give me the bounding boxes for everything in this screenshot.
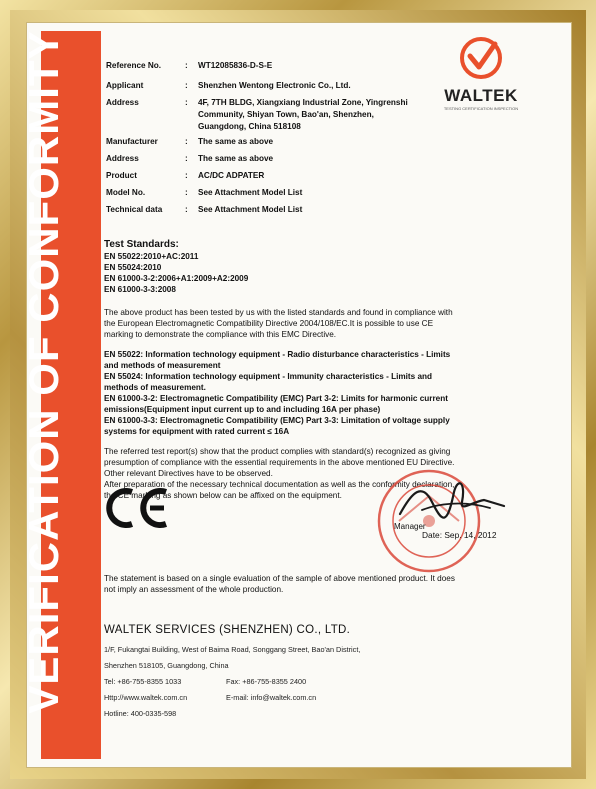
field-value-product: AC/DC ADPATER [198, 171, 265, 180]
field-colon: : [185, 205, 188, 214]
field-value-technical: See Attachment Model List [198, 205, 303, 214]
field-colon: : [185, 171, 188, 180]
test-standard-item: EN 55024:2010 [104, 263, 162, 272]
footer-tel: Tel: +86-755-8355 1033 [104, 677, 182, 686]
footer-hotline: Hotline: 400-0335-598 [104, 709, 177, 718]
test-standards-heading: Test Standards: [104, 239, 179, 250]
standard-description-line: EN 61000-3-3: Electromagnetic Compatibility (EMC) Part 3-3: Limitation of voltage supply [104, 416, 450, 425]
field-label-applicant: Applicant [106, 81, 144, 90]
field-value-address-line2: Community, Shiyan Town, Bao'an, Shenzhen, [198, 110, 374, 119]
footer-address-line2: Shenzhen 518105, Guangdong, China [104, 661, 229, 670]
field-value-address-line3: Guangdong, China 518108 [198, 122, 301, 131]
field-label-product: Product [106, 171, 137, 180]
field-label-technical: Technical data [106, 205, 163, 214]
statement-line: the CE marking as shown below can be affixed on the equipment. [104, 491, 342, 500]
statement-line: Other relevant Directives have to be observed. [104, 469, 273, 478]
waltek-check-icon [459, 36, 503, 80]
statement-line: the European Electromagnetic Compatibility Directive 2004/108/EC.It is possible to use CE [104, 319, 434, 328]
field-label-reference: Reference No. [106, 61, 162, 70]
test-standard-item: EN 55022:2010+AC:2011 [104, 252, 199, 261]
statement-line: The above product has been tested by us with the listed standards and found in compliance with [104, 308, 453, 317]
standard-description-line: EN 55022: Information technology equipment - Radio disturbance characteristics - Limits [104, 350, 451, 359]
statement-line: The statement is based on a single evaluation of the sample of above mentioned product. It does [104, 574, 455, 583]
standard-description-line: EN 61000-3-2: Electromagnetic Compatibility (EMC) Part 3-2: Limits for harmonic current [104, 394, 448, 403]
logo-name: WALTEK [444, 86, 518, 105]
field-colon: : [185, 98, 188, 107]
field-colon: : [185, 137, 188, 146]
field-value-address2: The same as above [198, 154, 274, 163]
manager-signature-block [394, 522, 497, 540]
field-value-model: See Attachment Model List [198, 188, 303, 197]
standard-description-line: systems for equipment with rated current ≤ 16A [104, 427, 290, 436]
footer-fax: Fax: +86-755-8355 2400 [226, 677, 307, 686]
field-colon: : [185, 154, 188, 163]
standard-description-line: EN 55024: Information technology equipment - Immunity characteristics - Limits and [104, 372, 433, 381]
field-label-address: Address [106, 98, 139, 107]
field-value-manufacturer: The same as above [198, 137, 274, 146]
manager-label: Manager [394, 522, 426, 531]
field-colon: : [185, 61, 188, 70]
statement-line: The referred test report(s) show that the product complies with standard(s) recognized as giving [104, 447, 451, 456]
footer-company: WALTEK SERVICES (SHENZHEN) CO., LTD. [104, 624, 351, 636]
test-standard-item: EN 61000-3-3:2008 [104, 285, 176, 294]
certificate-date: Date: Sep. 14, 2012 [422, 530, 497, 540]
field-colon: : [185, 188, 188, 197]
statement-line: marking to demonstrate the compliance with this EMC Directive. [104, 330, 337, 339]
footer-website: Http://www.waltek.com.cn [104, 693, 188, 702]
waltek-logo [436, 36, 526, 111]
statement-line: After preparation of the necessary technical documentation as well as the conformity declaration, [104, 480, 455, 489]
statement-line: not imply an assessment of the whole production. [104, 585, 284, 594]
test-standard-item: EN 61000-3-2:2006+A1:2009+A2:2009 [104, 274, 249, 283]
standard-description-line: emissions(Equipment input current up to and including 16A per phase) [104, 405, 381, 414]
field-value-address-line1: 4F, 7TH BLDG, Xiangxiang Industrial Zone, Yingrenshi [198, 98, 408, 107]
standard-description-line: methods of measurement. [104, 383, 206, 392]
field-label-address2: Address [106, 154, 139, 163]
field-label-model: Model No. [106, 188, 146, 197]
standard-description-line: and methods of measurement [104, 361, 221, 370]
statement-line: presumption of compliance with the essential requirements in the above mentioned EU Directive. [104, 458, 455, 467]
field-value-reference: WT12085836-D-S-E [198, 61, 273, 70]
field-label-manufacturer: Manufacturer [106, 137, 158, 146]
field-value-applicant: Shenzhen Wentong Electronic Co., Ltd. [198, 81, 351, 90]
footer-address-line1: 1/F, Fukangtai Building, West of Baima Road, Songgang Street, Bao'an District, [104, 645, 361, 654]
logo-tagline: TESTING CERTIFICATION INSPECTION [443, 106, 519, 111]
side-title: VERIFICATION OF CONFORMITY [20, 30, 67, 714]
field-colon: : [185, 81, 188, 90]
footer-email: E-mail: info@waltek.com.cn [226, 693, 317, 702]
ce-mark-icon [104, 486, 172, 530]
